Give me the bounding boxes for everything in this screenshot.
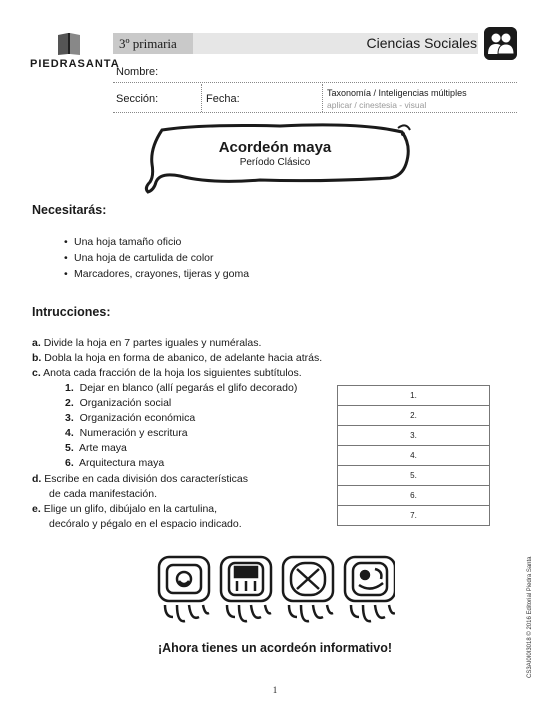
list-item: • Una hoja de cartulida de color bbox=[64, 250, 249, 266]
step-letter: c. bbox=[32, 367, 41, 379]
step-text: Anota cada fracción de la hoja los siguientes subtítulos. bbox=[43, 367, 302, 379]
subtitle-text: Organización económica bbox=[79, 412, 196, 424]
subtitle-number: 6. bbox=[65, 457, 74, 469]
subtitle-text: Organización social bbox=[79, 397, 172, 409]
step-text: Dobla la hoja en forma de abanico, de adelante hacia atrás. bbox=[44, 352, 323, 364]
section-label: Sección: bbox=[116, 93, 159, 105]
step-letter: a. bbox=[32, 337, 41, 349]
subject-title: Ciencias Sociales bbox=[366, 35, 477, 51]
table-cell: 1. bbox=[338, 386, 490, 406]
glyph-1-icon bbox=[159, 557, 209, 621]
taxonomy-title: Taxonomía / Inteligencias múltiples bbox=[327, 88, 467, 98]
step-letter: e. bbox=[32, 503, 41, 515]
table-cell: 5. bbox=[338, 466, 490, 486]
subtitle-text: Dejar en blanco (allí pegarás el glifo decorado) bbox=[79, 382, 298, 394]
instructions-list bbox=[32, 336, 332, 536]
subtitle-text: Numeración y escritura bbox=[79, 427, 188, 439]
materials-heading: Necesitarás: bbox=[32, 203, 107, 217]
subtitle-number: 5. bbox=[65, 442, 74, 454]
step-text: Escribe en cada división dos características bbox=[44, 473, 248, 485]
glyph-3-icon bbox=[283, 557, 333, 621]
people-icon bbox=[484, 27, 517, 60]
glyph-2-icon bbox=[221, 557, 271, 621]
table-cell: 4. bbox=[338, 446, 490, 466]
table-cell: 7. bbox=[338, 506, 490, 526]
date-label: Fecha: bbox=[206, 93, 240, 105]
page-subtitle: Período Clásico bbox=[239, 157, 311, 168]
name-label: Nombre: bbox=[116, 66, 159, 78]
closing-message: ¡Ahora tienes un acordeón informativo! bbox=[157, 641, 393, 655]
page-title: Acordeón maya bbox=[218, 139, 332, 156]
list-item: • Una hoja tamaño oficio bbox=[64, 234, 249, 250]
materials-list bbox=[64, 234, 249, 282]
section-field-line[interactable] bbox=[113, 112, 517, 113]
table-cell: 3. bbox=[338, 426, 490, 446]
book-logo-icon bbox=[56, 32, 82, 56]
name-field-line[interactable] bbox=[113, 82, 517, 83]
subtitle-number: 1. bbox=[65, 382, 74, 394]
divider bbox=[201, 84, 202, 112]
table-cell: 6. bbox=[338, 486, 490, 506]
taxonomy-subtitle: aplicar / cinestesia - visual bbox=[327, 100, 427, 110]
subtitle-number: 3. bbox=[65, 412, 74, 424]
subtitle-text: Arte maya bbox=[79, 442, 127, 454]
list-item: • Marcadores, crayones, tijeras y goma bbox=[64, 266, 249, 282]
subtitle-text: Arquitectura maya bbox=[79, 457, 165, 469]
glyph-4-icon bbox=[345, 557, 395, 621]
page-number: 1 bbox=[272, 685, 278, 695]
step-text: de cada manifestación. bbox=[49, 488, 157, 500]
step-text: Divide la hoja en 7 partes iguales y numéralas. bbox=[43, 337, 262, 349]
subtitle-number: 2. bbox=[65, 397, 74, 409]
maya-glyphs bbox=[155, 553, 395, 633]
step-text: Elige un glifo, dibújalo en la cartulina, bbox=[43, 503, 218, 515]
instructions-heading: Intrucciones: bbox=[32, 305, 111, 319]
step-text: decóralo y pégalo en el espacio indicado. bbox=[49, 518, 242, 530]
subtitle-number: 4. bbox=[65, 427, 74, 439]
step-letter: d. bbox=[32, 473, 42, 485]
copyright-note: CS3AI0I0I3018 © 2016 Editorial Piedra Santa bbox=[527, 556, 533, 678]
divider bbox=[322, 84, 323, 112]
grade-label: 3º primaria bbox=[119, 36, 177, 51]
table-cell: 2. bbox=[338, 406, 490, 426]
accordion-table bbox=[337, 385, 490, 526]
publisher-logo: PIEDRASANTA bbox=[30, 58, 120, 70]
step-letter: b. bbox=[32, 352, 42, 364]
